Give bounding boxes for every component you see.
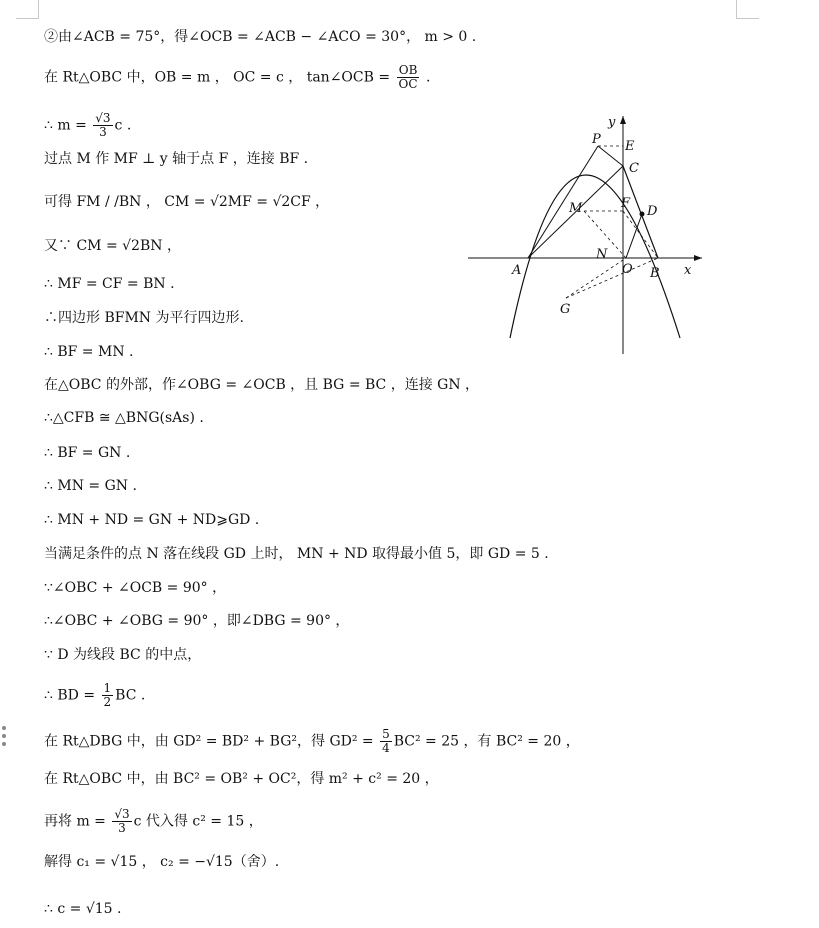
solution-line-22: 再将 m = $\frac{√3}{3}$ c 代入得 c² = 15 ， (44, 807, 263, 835)
x-axis-arrow-icon (694, 255, 702, 261)
solution-line-6: 又∵ CM = √2BN ， (44, 238, 181, 254)
solution-line-3: ∴ m = $\frac{√3}{3}$ c . (44, 111, 132, 139)
solution-line-11: ∴△CFB ≅ △BNG(sAs) . (44, 410, 204, 426)
fraction-sqrt3-over-3-b: $\frac{√3}{3}$ (114, 807, 130, 835)
solution-line-2: 在 Rt△OBC 中，OB = m ， OC = c ， tan∠OCB = $\frac{OB}{OC}$ . (44, 63, 431, 91)
label-y: y (608, 115, 616, 130)
fraction-sqrt3-over-3: $\frac{√3}{3}$ (95, 111, 111, 139)
segment-pc (598, 146, 623, 166)
solution-line-5: 可得 FM / /BN ， CM = √2MF = √2CF ， (44, 194, 330, 210)
solution-line-23: 解得 c₁ = √15 ， c₂ = −√15（舍）. (44, 854, 280, 870)
label-n: N (596, 247, 608, 262)
solution-line-10: 在△OBC 的外部，作∠OBG = ∠OCB ，且 BG = BC ，连接 GN ， (44, 377, 480, 393)
solution-line-13: ∴ MN = GN . (44, 478, 137, 494)
label-a: A (512, 263, 522, 278)
label-b: B (650, 266, 660, 281)
label-m: M (569, 201, 583, 216)
solution-line-20: 在 Rt△DBG 中，由 GD² = BD² + BG²，得 GD² = $\frac{5}{4}$ BC² = 25 ，有 BC² = 20 ， (44, 727, 580, 755)
solution-line-14: ∴ MN + ND = GN + ND⩾GD . (44, 512, 260, 528)
label-f: F (621, 196, 631, 211)
geometry-figure (462, 112, 707, 357)
solution-line-17: ∴∠OBC + ∠OBG = 90° ，即∠DBG = 90° ， (44, 613, 350, 629)
solution-line-12: ∴ BF = GN . (44, 445, 131, 461)
y-axis-arrow-icon (620, 116, 626, 124)
label-e: E (625, 139, 635, 154)
solution-line-19: ∴ BD = $\frac{1}{2}$ BC . (44, 681, 146, 709)
label-x: x (684, 263, 692, 278)
label-g: G (560, 302, 571, 317)
solution-line-16: ∵∠OBC + ∠OCB = 90° ， (44, 580, 227, 596)
dashed-gn (566, 258, 626, 298)
page-corner-mark-right (736, 0, 759, 19)
solution-line-21: 在 Rt△OBC 中，由 BC² = OB² + OC²，得 m² + c² = 20 ， (44, 771, 439, 787)
drag-handle-icon[interactable] (2, 726, 8, 750)
solution-line-9: ∴ BF = MN . (44, 344, 134, 360)
solution-line-4: 过点 M 作 MF ⊥ y 轴于点 F ，连接 BF . (44, 151, 309, 167)
solution-line-7: ∴ MF = CF = BN . (44, 276, 175, 292)
fraction-ob-oc: $\frac{OB}{OC}$ (398, 63, 418, 91)
label-p: P (592, 132, 601, 147)
label-o: O (622, 262, 633, 277)
label-c: C (629, 161, 639, 176)
solution-line-15: 当满足条件的点 N 落在线段 GD 上时， MN + ND 取得最小值 5，即 GD = 5 . (44, 546, 549, 562)
point-d-dot (640, 212, 645, 217)
fraction-one-half: $\frac{1}{2}$ (103, 681, 112, 709)
label-d: D (647, 204, 658, 219)
fraction-five-quarters: $\frac{5}{4}$ (382, 727, 390, 755)
dashed-gb (566, 258, 658, 298)
parabola (510, 175, 680, 338)
solution-line-18: ∵ D 为线段 BC 的中点， (44, 647, 202, 663)
page-corner-mark-left (16, 0, 39, 19)
segment-ap (528, 146, 598, 258)
solution-line-1: ②由∠ACB = 75°，得∠OCB = ∠ACB − ∠ACO = 30°， m > 0 . (44, 29, 477, 45)
solution-line-8: ∴四边形 BFMN 为平行四边形. (44, 310, 244, 326)
solution-line-24: ∴ c = √15 . (44, 901, 122, 917)
